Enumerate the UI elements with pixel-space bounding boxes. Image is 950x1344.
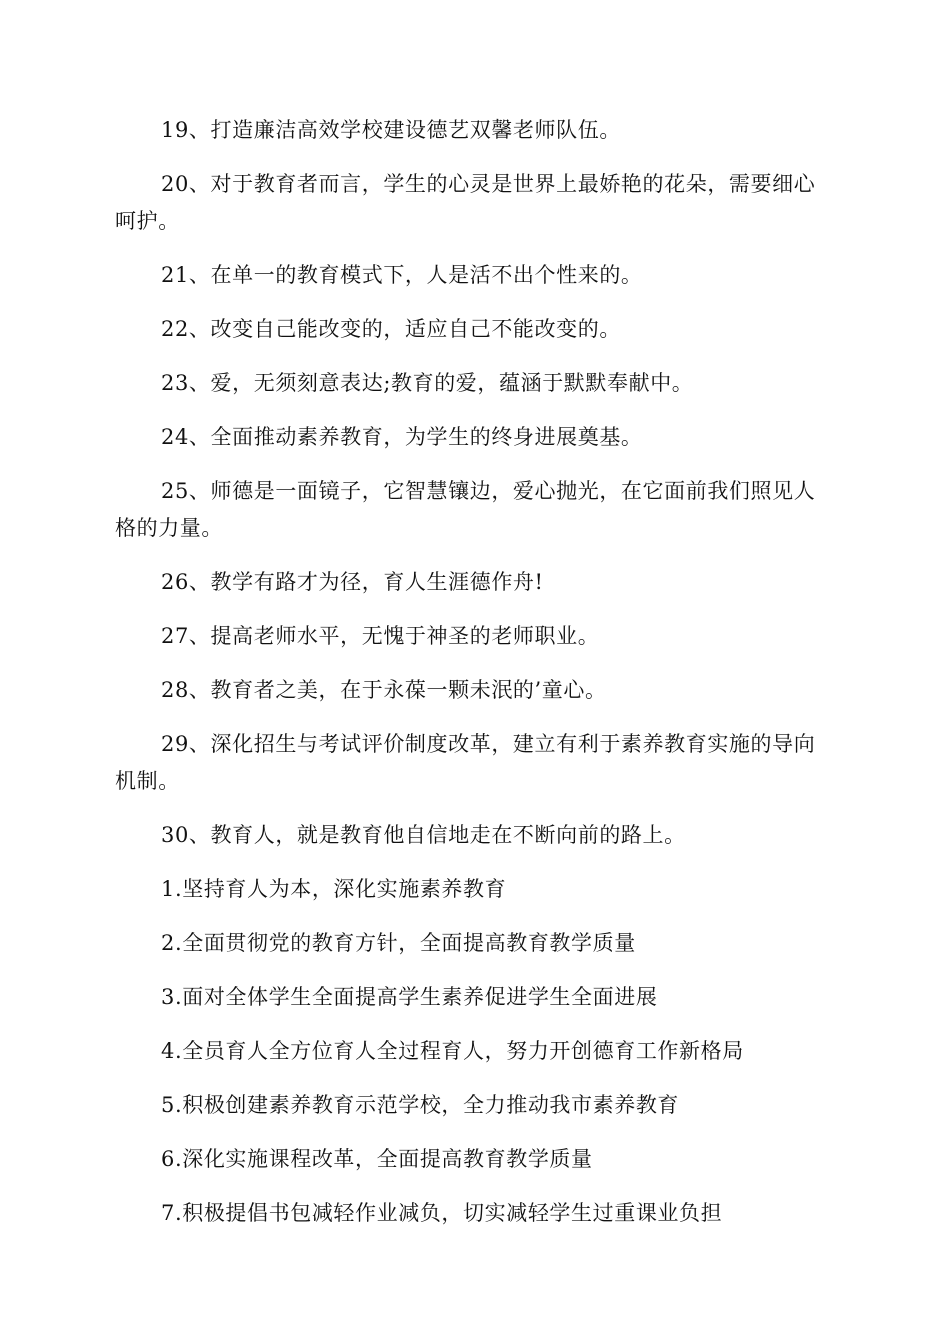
paragraph: 21、在单一的教育模式下，人是活不出个性来的。 (161, 263, 643, 287)
paragraph: 23、爱，无须刻意表达;教育的爱，蕴涵于默默奉献中。 (161, 371, 694, 395)
paragraph: 19、打造廉洁高效学校建设德艺双馨老师队伍。 (161, 118, 621, 142)
document-body (115, 112, 835, 1249)
paragraph: 29、深化招生与考试评价制度改革，建立有利于素养教育实施的导向机制。 (115, 732, 816, 793)
list-item: 6.深化实施课程改革，全面提高教育教学质量 (161, 1147, 593, 1171)
list-item: 1.坚持育人为本，深化实施素养教育 (161, 877, 507, 901)
list-item: 5.积极创建素养教育示范学校，全力推动我市素养教育 (161, 1093, 680, 1117)
list-item: 4.全员育人全方位育人全过程育人，努力开创德育工作新格局 (161, 1039, 744, 1063)
paragraph: 25、师德是一面镜子，它智慧镶边，爱心抛光，在它面前我们照见人格的力量。 (115, 479, 816, 540)
list-item: 7.积极提倡书包减轻作业减负，切实减轻学生过重课业负担 (161, 1201, 723, 1225)
list-item: 2.全面贯彻党的教育方针，全面提高教育教学质量 (161, 931, 636, 955)
paragraph: 28、教育者之美，在于永葆一颗未泯的’童心。 (161, 678, 607, 702)
paragraph: 22、改变自己能改变的，适应自己不能改变的。 (161, 317, 621, 341)
paragraph: 20、对于教育者而言，学生的心灵是世界上最娇艳的花朵，需要细心呵护。 (115, 172, 816, 233)
paragraph: 24、全面推动素养教育，为学生的终身进展奠基。 (161, 425, 643, 449)
paragraph: 26、教学有路才为径，育人生涯德作舟! (161, 570, 544, 594)
list-item: 3.面对全体学生全面提高学生素养促进学生全面进展 (161, 985, 658, 1009)
paragraph: 27、提高老师水平，无愧于神圣的老师职业。 (161, 624, 600, 648)
paragraph: 30、教育人，就是教育他自信地走在不断向前的路上。 (161, 823, 686, 847)
